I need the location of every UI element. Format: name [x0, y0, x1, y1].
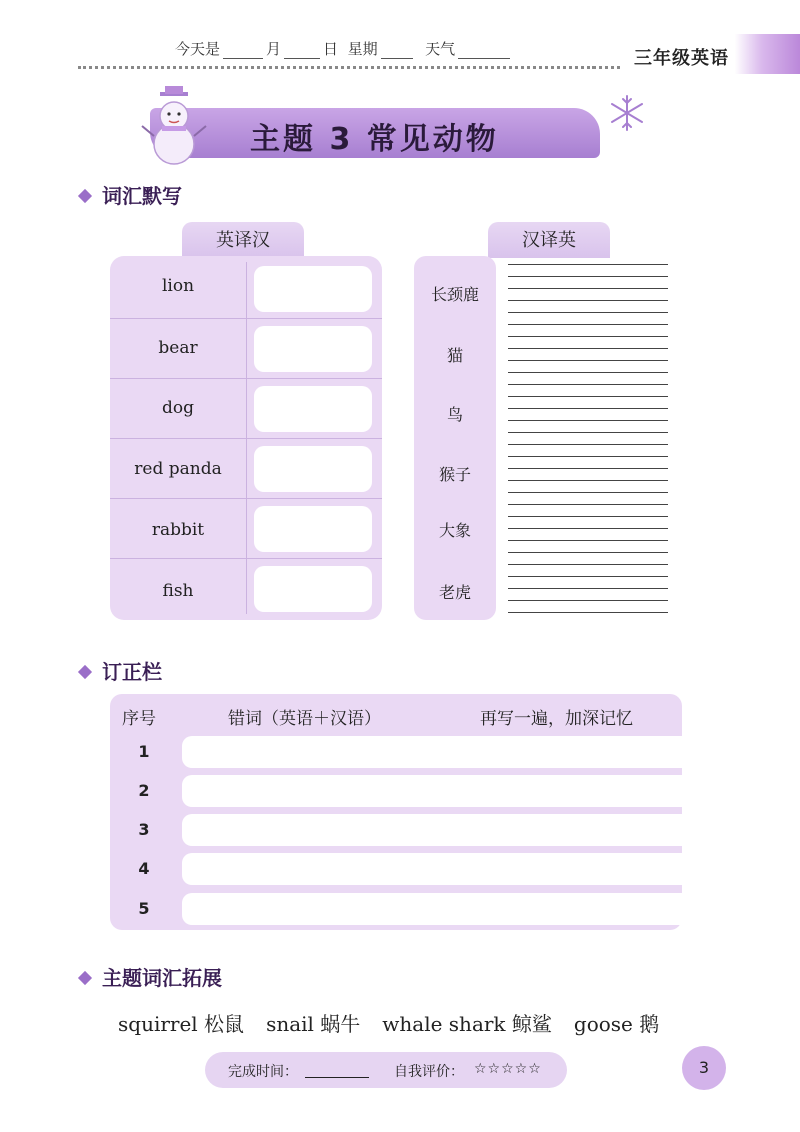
english-word: bear	[158, 338, 198, 358]
extension-item: goose 鹅	[573, 1012, 660, 1036]
english-word: red panda	[134, 459, 222, 479]
extension-item: whale shark 鲸鲨	[382, 1012, 552, 1036]
writing-line[interactable]	[508, 492, 668, 493]
self-evaluation-label: 自我评价：	[394, 1064, 464, 1080]
column-header-number: 序号	[122, 709, 156, 729]
english-word: dog	[162, 398, 194, 418]
writing-line[interactable]	[508, 564, 668, 565]
section-correction-heading	[80, 656, 162, 685]
tab-cn-to-en: 汉译英	[488, 222, 610, 258]
correction-row-number: 5	[138, 899, 150, 918]
section-extension-label: 主题词汇拓展	[102, 966, 222, 990]
row-divider	[110, 498, 382, 499]
weekday-blank[interactable]	[381, 44, 413, 59]
writing-line[interactable]	[508, 432, 668, 433]
section-correction-label: 订正栏	[102, 660, 162, 684]
correction-row-number: 2	[138, 781, 150, 800]
writing-line[interactable]	[508, 324, 668, 325]
writing-line[interactable]	[508, 408, 668, 409]
day-label: 日	[323, 40, 339, 58]
writing-line[interactable]	[508, 384, 668, 385]
correction-input-box[interactable]	[182, 853, 682, 885]
weather-label: 天气	[425, 40, 456, 58]
writing-line[interactable]	[508, 312, 668, 313]
writing-line[interactable]	[508, 420, 668, 421]
snowman-icon	[138, 86, 210, 166]
writing-line[interactable]	[508, 552, 668, 553]
chinese-answer-box[interactable]	[254, 326, 372, 372]
page-title: 主题 3 常见动物	[250, 122, 499, 157]
header-dotted-rule-right	[592, 66, 620, 69]
writing-line[interactable]	[508, 264, 668, 265]
writing-line[interactable]	[508, 540, 668, 541]
cn-to-en-table	[414, 256, 496, 620]
chinese-answer-box[interactable]	[254, 266, 372, 312]
day-blank[interactable]	[284, 44, 320, 59]
correction-input-box[interactable]	[182, 893, 682, 925]
weekday-label: 星期	[347, 40, 378, 58]
chinese-word: 猫	[446, 346, 463, 365]
writing-line[interactable]	[508, 504, 668, 505]
correction-row-number: 1	[138, 742, 150, 761]
month-label: 月	[266, 40, 282, 58]
writing-line[interactable]	[508, 480, 668, 481]
snowflake-icon	[608, 94, 646, 132]
writing-line[interactable]	[508, 276, 668, 277]
writing-line[interactable]	[508, 348, 668, 349]
section-vocab-label: 词汇默写	[102, 184, 182, 208]
chinese-word: 猴子	[438, 465, 471, 484]
chinese-answer-box[interactable]	[254, 446, 372, 492]
extension-item: squirrel 松鼠	[118, 1012, 245, 1036]
writing-line[interactable]	[508, 528, 668, 529]
writing-line[interactable]	[508, 360, 668, 361]
diamond-bullet-icon	[78, 664, 92, 678]
extension-item: snail 蜗牛	[266, 1012, 361, 1036]
column-header-wrong-word: 错词（英语＋汉语）	[228, 709, 381, 729]
section-extension-heading	[80, 962, 222, 991]
header-dotted-rule	[78, 66, 608, 69]
row-divider	[110, 558, 382, 559]
chinese-answer-box[interactable]	[254, 386, 372, 432]
rating-stars[interactable]: ☆☆☆☆☆	[474, 1061, 542, 1077]
month-blank[interactable]	[223, 44, 263, 59]
completion-time-blank[interactable]	[305, 1077, 369, 1078]
section-vocab-heading	[80, 180, 182, 209]
english-word: lion	[161, 276, 195, 296]
weather-blank[interactable]	[458, 44, 510, 59]
chinese-answer-box[interactable]	[254, 506, 372, 552]
correction-input-box[interactable]	[182, 814, 682, 846]
writing-line[interactable]	[508, 372, 668, 373]
row-divider	[110, 318, 382, 319]
chinese-word: 鸟	[446, 405, 463, 424]
correction-row-number: 3	[138, 820, 150, 839]
writing-line[interactable]	[508, 396, 668, 397]
today-label: 今天是	[175, 40, 221, 58]
chinese-word: 老虎	[438, 583, 471, 602]
extension-vocab-list	[118, 1008, 681, 1037]
english-word: rabbit	[151, 520, 205, 540]
chinese-word: 大象	[438, 521, 471, 540]
diamond-bullet-icon	[78, 188, 92, 202]
writing-line[interactable]	[508, 516, 668, 517]
writing-line[interactable]	[508, 612, 668, 613]
writing-line[interactable]	[508, 456, 668, 457]
writing-line[interactable]	[508, 588, 668, 589]
writing-line[interactable]	[508, 300, 668, 301]
header-date-line	[175, 38, 513, 59]
writing-line[interactable]	[508, 468, 668, 469]
english-word: fish	[162, 581, 194, 601]
grade-label: 三年级英语	[634, 48, 729, 69]
completion-time-label: 完成时间：	[228, 1064, 298, 1080]
diamond-bullet-icon	[78, 970, 92, 984]
page-number: 3	[682, 1046, 726, 1090]
writing-line[interactable]	[508, 600, 668, 601]
correction-input-box[interactable]	[182, 736, 682, 768]
chinese-answer-box[interactable]	[254, 566, 372, 612]
chinese-word: 长颈鹿	[430, 285, 479, 304]
column-header-rewrite: 再写一遍，加深记忆	[480, 709, 633, 729]
writing-line[interactable]	[508, 336, 668, 337]
row-divider	[110, 438, 382, 439]
correction-input-box[interactable]	[182, 775, 682, 807]
writing-line[interactable]	[508, 576, 668, 577]
writing-line[interactable]	[508, 288, 668, 289]
row-divider	[110, 378, 382, 379]
tab-en-to-cn: 英译汉	[182, 222, 304, 258]
writing-line[interactable]	[508, 444, 668, 445]
correction-row-number: 4	[138, 859, 150, 878]
